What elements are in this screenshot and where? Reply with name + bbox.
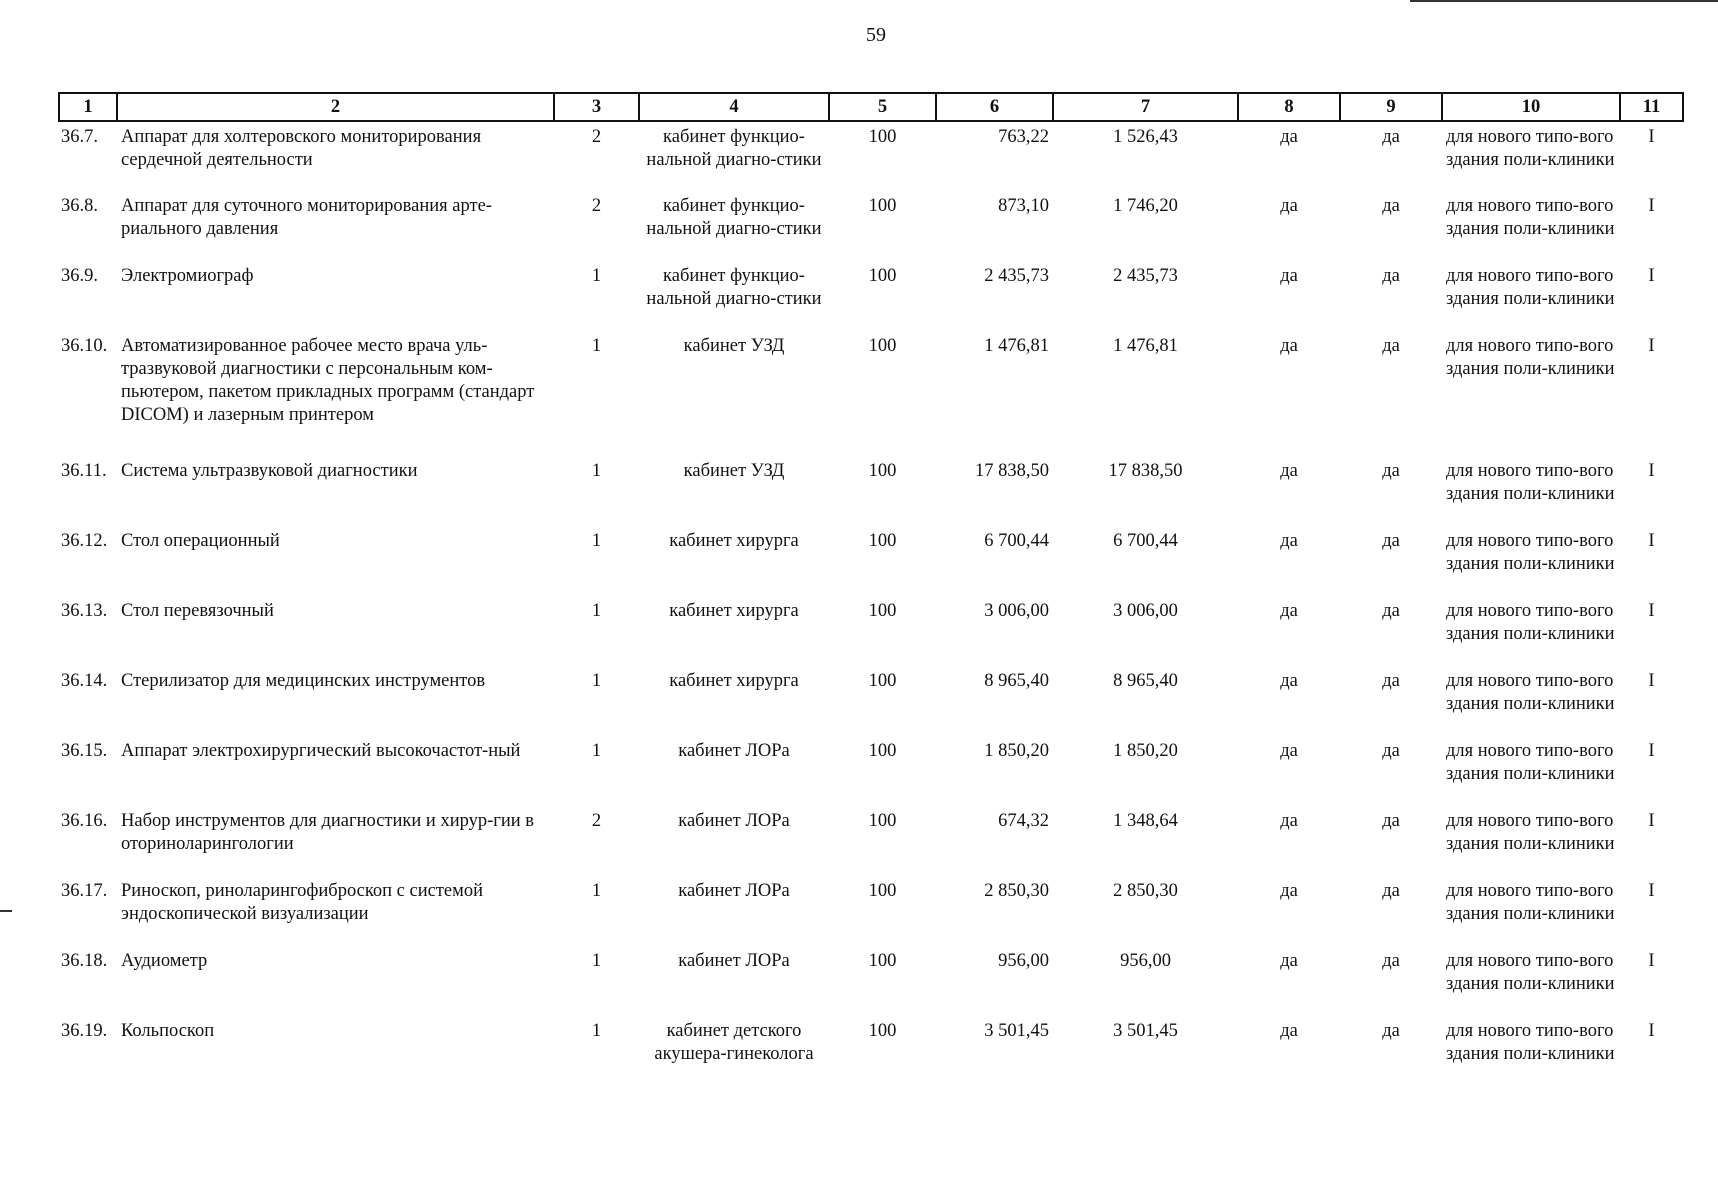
table-row [59,261,1683,331]
location: кабинет УЗД [683,336,785,356]
unit-price: 763,22 [998,127,1049,147]
purpose: для нового типо-вого здания поли-клиники [1446,127,1615,170]
percent: 100 [868,127,897,147]
total-cost: 1 476,81 [1113,336,1178,356]
unit-price: 3 501,45 [984,1021,1049,1041]
percent: 100 [868,531,897,551]
category: I [1648,336,1655,356]
row-number: 36.14. [61,671,108,691]
row-number: 36.13. [61,601,108,621]
total-cost: 6 700,44 [1113,531,1178,551]
category: I [1648,127,1655,147]
unit-price: 3 006,00 [984,601,1049,621]
table-row [59,121,1683,191]
row-number: 36.19. [61,1021,108,1041]
table-row [59,526,1683,596]
column-header: 5 [829,93,936,121]
quantity: 1 [591,741,602,761]
category: I [1648,1021,1655,1041]
column-header: 1 [59,93,117,121]
item-name: Аппарат электрохирургический высокочастот-ный [121,741,521,761]
category: I [1648,811,1655,831]
table-body [59,121,1683,1096]
table-row [59,876,1683,946]
location: кабинет функцио-нальной диагно-стики [646,127,822,170]
category: I [1648,531,1655,551]
flag-col9: да [1382,1021,1400,1041]
column-header: 11 [1620,93,1683,121]
total-cost: 2 435,73 [1113,266,1178,286]
percent: 100 [868,601,897,621]
total-cost: 17 838,50 [1108,461,1183,481]
flag-col9: да [1382,601,1400,621]
flag-col8: да [1280,336,1298,356]
row-number: 36.8. [61,196,98,216]
flag-col9: да [1382,336,1400,356]
total-cost: 3 501,45 [1113,1021,1178,1041]
purpose: для нового типо-вого здания поли-клиники [1446,266,1615,309]
flag-col8: да [1280,881,1298,901]
flag-col8: да [1280,811,1298,831]
page-number: 59 [866,24,886,46]
quantity: 2 [591,196,602,216]
column-header: 4 [639,93,829,121]
table-row [59,456,1683,526]
percent: 100 [868,881,897,901]
quantity: 1 [591,1021,602,1041]
flag-col9: да [1382,671,1400,691]
total-cost: 8 965,40 [1113,671,1178,691]
flag-col9: да [1382,127,1400,147]
percent: 100 [868,811,897,831]
total-cost: 2 850,30 [1113,881,1178,901]
item-name: Аппарат для холтеровского мониторирования сердечной деятельности [121,127,482,170]
category: I [1648,461,1655,481]
percent: 100 [868,951,897,971]
location: кабинет ЛОРа [678,951,790,971]
purpose: для нового типо-вого здания поли-клиники [1446,601,1615,644]
location: кабинет функцио-нальной диагно-стики [646,266,822,309]
purpose: для нового типо-вого здания поли-клиники [1446,811,1615,854]
column-header: 3 [554,93,639,121]
table-row [59,596,1683,666]
location: кабинет функцио-нальной диагно-стики [646,196,822,239]
total-cost: 956,00 [1120,951,1171,971]
column-header: 7 [1053,93,1238,121]
item-name: Стерилизатор для медицинских инструментов [121,671,486,691]
location: кабинет хирурга [669,601,799,621]
item-name: Набор инструментов для диагностики и хирур-гии в оториноларингологии [121,811,535,854]
total-cost: 1 348,64 [1113,811,1178,831]
category: I [1648,741,1655,761]
flag-col8: да [1280,196,1298,216]
category: I [1648,951,1655,971]
quantity: 2 [591,811,602,831]
row-number: 36.7. [61,127,98,147]
purpose: для нового типо-вого здания поли-клиники [1446,531,1615,574]
percent: 100 [868,196,897,216]
flag-col8: да [1280,951,1298,971]
equipment-table [58,92,1684,1096]
category: I [1648,881,1655,901]
quantity: 2 [591,127,602,147]
purpose: для нового типо-вого здания поли-клиники [1446,461,1615,504]
header-row [59,93,1683,121]
purpose: для нового типо-вого здания поли-клиники [1446,741,1615,784]
flag-col8: да [1280,1021,1298,1041]
flag-col9: да [1382,461,1400,481]
location: кабинет хирурга [669,531,799,551]
percent: 100 [868,741,897,761]
item-name: Кольпоскоп [121,1021,215,1041]
quantity: 1 [591,671,602,691]
flag-col9: да [1382,266,1400,286]
purpose: для нового типо-вого здания поли-клиники [1446,951,1615,994]
row-number: 36.11. [61,461,107,481]
flag-col8: да [1280,127,1298,147]
table-row [59,946,1683,1016]
row-number: 36.18. [61,951,108,971]
unit-price: 8 965,40 [984,671,1049,691]
flag-col9: да [1382,741,1400,761]
percent: 100 [868,336,897,356]
margin-mark [0,910,12,912]
flag-col8: да [1280,531,1298,551]
total-cost: 3 006,00 [1113,601,1178,621]
total-cost: 1 746,20 [1113,196,1178,216]
location: кабинет детского акушера-гинеколога [654,1021,814,1064]
unit-price: 1 476,81 [984,336,1049,356]
column-header: 8 [1238,93,1340,121]
unit-price: 873,10 [998,196,1049,216]
table-row [59,331,1683,456]
category: I [1648,671,1655,691]
flag-col8: да [1280,461,1298,481]
item-name: Система ультразвуковой диагностики [121,461,418,481]
quantity: 1 [591,951,602,971]
unit-price: 2 435,73 [984,266,1049,286]
location: кабинет ЛОРа [678,881,790,901]
flag-col8: да [1280,601,1298,621]
percent: 100 [868,461,897,481]
percent: 100 [868,266,897,286]
location: кабинет ЛОРа [678,741,790,761]
item-name: Аудиометр [121,951,208,971]
row-number: 36.16. [61,811,108,831]
purpose: для нового типо-вого здания поли-клиники [1446,671,1615,714]
row-number: 36.15. [61,741,108,761]
quantity: 1 [591,266,602,286]
purpose: для нового типо-вого здания поли-клиники [1446,336,1615,379]
unit-price: 6 700,44 [984,531,1049,551]
location: кабинет хирурга [669,671,799,691]
total-cost: 1 850,20 [1113,741,1178,761]
category: I [1648,266,1655,286]
unit-price: 2 850,30 [984,881,1049,901]
item-name: Автоматизированное рабочее место врача уль-тразвуковой диагностики с персональным ком-пьютером, пакетом прикладных программ (стандарт DICOM) и лазерным принтером [121,336,535,425]
location: кабинет УЗД [683,461,785,481]
table-row [59,806,1683,876]
purpose: для нового типо-вого здания поли-клиники [1446,196,1615,239]
purpose: для нового типо-вого здания поли-клиники [1446,1021,1615,1064]
unit-price: 1 850,20 [984,741,1049,761]
flag-col8: да [1280,741,1298,761]
column-header: 9 [1340,93,1442,121]
column-header: 6 [936,93,1053,121]
row-number: 36.10. [61,336,108,356]
unit-price: 17 838,50 [975,461,1049,481]
row-number: 36.9. [61,266,98,286]
flag-col9: да [1382,196,1400,216]
table-row [59,736,1683,806]
table-row [59,191,1683,261]
flag-col9: да [1382,811,1400,831]
flag-col8: да [1280,671,1298,691]
column-header: 2 [117,93,554,121]
top-rule [1410,0,1718,2]
quantity: 1 [591,336,602,356]
category: I [1648,196,1655,216]
unit-price: 956,00 [998,951,1049,971]
item-name: Электромиограф [121,266,254,286]
flag-col8: да [1280,266,1298,286]
row-number: 36.17. [61,881,108,901]
quantity: 1 [591,461,602,481]
flag-col9: да [1382,951,1400,971]
flag-col9: да [1382,531,1400,551]
percent: 100 [868,1021,897,1041]
quantity: 1 [591,601,602,621]
percent: 100 [868,671,897,691]
row-number: 36.12. [61,531,108,551]
flag-col9: да [1382,881,1400,901]
unit-price: 674,32 [998,811,1049,831]
quantity: 1 [591,881,602,901]
total-cost: 1 526,43 [1113,127,1178,147]
item-name: Риноскоп, риноларингофиброскоп с системой эндоскопической визуализации [121,881,483,924]
item-name: Аппарат для суточного мониторирования арте-риального давления [121,196,492,239]
location: кабинет ЛОРа [678,811,790,831]
item-name: Стол перевязочный [121,601,274,621]
table-row [59,1016,1683,1096]
purpose: для нового типо-вого здания поли-клиники [1446,881,1615,924]
column-header: 10 [1442,93,1620,121]
quantity: 1 [591,531,602,551]
category: I [1648,601,1655,621]
item-name: Стол операционный [121,531,280,551]
table-row [59,666,1683,736]
